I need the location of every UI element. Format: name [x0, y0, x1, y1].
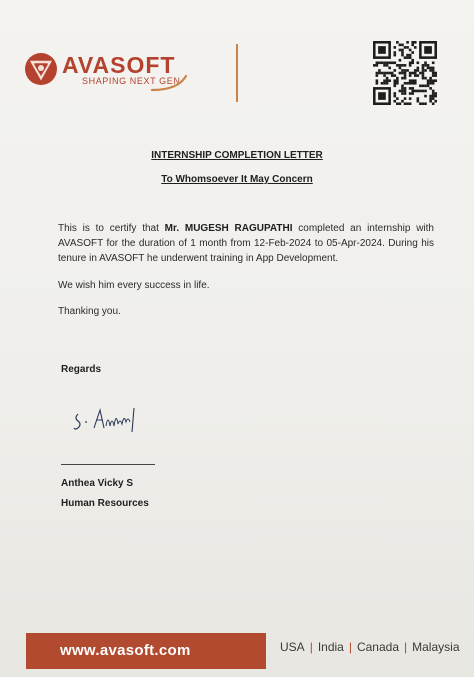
- country-separator: |: [309, 640, 313, 654]
- letter-wish: We wish him every success in life.: [58, 280, 210, 291]
- country-usa: USA: [280, 640, 305, 654]
- brand-tagline: SHAPING NEXT GEN: [82, 76, 181, 86]
- letter-body: [58, 221, 434, 266]
- handwritten-signature-icon: [72, 402, 152, 436]
- intern-name: Mr. MUGESH RAGUPATHI: [164, 223, 293, 234]
- footer-countries: [280, 640, 460, 654]
- qr-code-icon: [373, 41, 437, 105]
- signature-line: [61, 464, 155, 465]
- brand-swoosh-icon: [150, 74, 190, 92]
- country-separator: |: [404, 640, 408, 654]
- letter-subtitle: To Whomsoever It May Concern: [161, 174, 313, 185]
- brand-name: AVASOFT: [62, 52, 176, 78]
- country-separator: |: [348, 640, 352, 654]
- country-india: India: [317, 640, 344, 654]
- body-suffix: completed an internship with AVASOFT for the duration of 1 month from 12-Feb-2024 to 05-Apr-2024. During his tenure in AVASOFT he underwent training in App Development.: [58, 223, 434, 264]
- avasoft-logo-mark-icon: [24, 52, 58, 86]
- body-prefix: This is to certify that: [58, 223, 165, 234]
- letter-title: INTERNSHIP COMPLETION LETTER: [151, 150, 323, 161]
- footer-url-bar: [26, 633, 266, 669]
- header-divider: [236, 44, 238, 102]
- footer-url[interactable]: www.avasoft.com: [60, 642, 191, 659]
- country-canada: Canada: [356, 640, 400, 654]
- signer-name: Anthea Vicky S: [61, 478, 134, 489]
- letter-regards: Regards: [61, 364, 102, 375]
- company-logo: [24, 52, 194, 92]
- signer-role: Human Resources: [61, 498, 149, 509]
- country-malaysia: Malaysia: [412, 640, 460, 654]
- letter-thanks: Thanking you.: [58, 306, 121, 317]
